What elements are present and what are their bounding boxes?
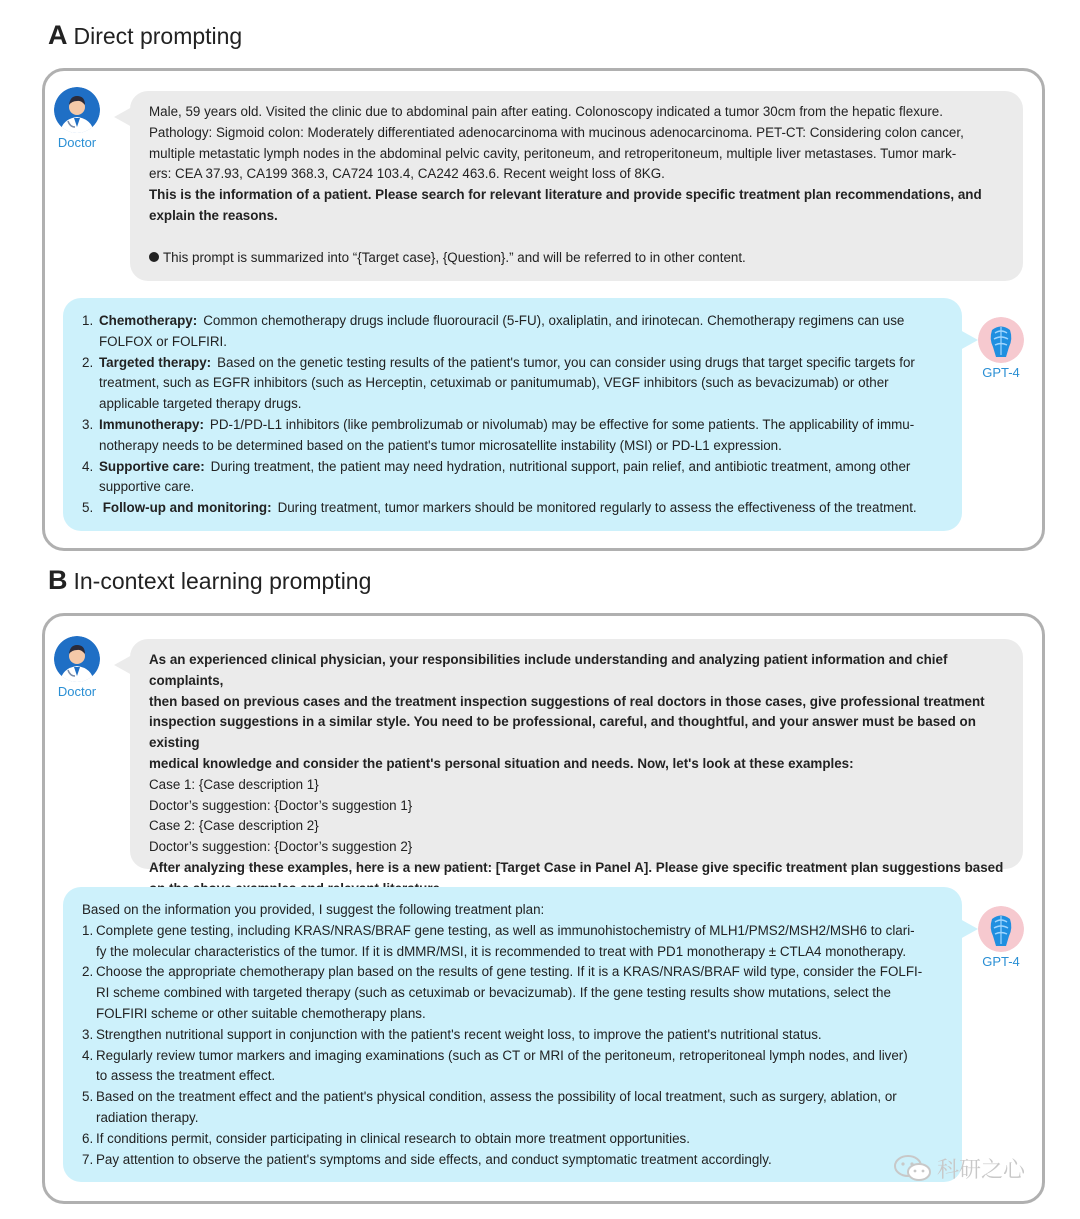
item-text: notherapy needs to be determined based on the patient's tumor microsatellite instability (MSI) or PD-L1 expression. bbox=[99, 437, 782, 453]
response-intro: Based on the information you provided, I suggest the following treatment plan: bbox=[82, 902, 545, 917]
item-text: Choose the appropriate chemotherapy plan based on the results of gene testing. If it is a KRAS/NRAS/BRAF wild type, consider the FOLFI- bbox=[96, 964, 923, 980]
item-number: 5. bbox=[82, 1089, 94, 1105]
item-text: Common chemotherapy drugs include fluorouracil (5-FU), oxaliplatin, and irinotecan. Chemotherapy regimens can use bbox=[203, 313, 905, 328]
list-item bbox=[82, 1046, 952, 1088]
item-text: FOLFOX or FOLFIRI. bbox=[99, 333, 227, 349]
item-number: 1. bbox=[82, 922, 94, 938]
summary-note-text: This prompt is summarized into “{Target case}, {Question}.” and will be referred to in other content. bbox=[163, 249, 746, 265]
doctor-message-a bbox=[130, 91, 1023, 281]
panel-b-letter: B bbox=[48, 565, 68, 595]
list-item bbox=[82, 1025, 952, 1046]
panel-b-title bbox=[48, 565, 371, 596]
watermark-text: 科研之心 bbox=[937, 1157, 1026, 1182]
item-text: Based on the genetic testing results of the patient's tumor, you can consider using drugs that target specific targets for bbox=[217, 354, 915, 370]
list-item bbox=[82, 962, 952, 1024]
item-text: If conditions permit, consider participating in clinical research to obtain more treatment opportunities. bbox=[96, 1130, 690, 1146]
item-text: fy the molecular characteristics of the tumor. If it is dMMR/MSI, it is recommended to treat with PD1 monotherapy ± CTLA4 monotherapy. bbox=[96, 943, 907, 959]
item-number: 1. bbox=[82, 313, 94, 328]
list-item bbox=[82, 457, 952, 499]
list-item bbox=[82, 311, 952, 353]
intro-line: inspection suggestions in a similar style. You need to be professional, careful, and thoughtful, and your answer must be based on existing bbox=[149, 714, 976, 751]
item-text: Pay attention to observe the patient's symptoms and side effects, and conduct symptomatic treatment accordingly. bbox=[96, 1151, 772, 1167]
item-text: supportive care. bbox=[99, 479, 195, 495]
item-text: Regularly review tumor markers and imaging examinations (such as CT or MRI of the peritoneum, retroperitoneal lymph nodes, and liver) bbox=[96, 1047, 908, 1063]
case-line: ers: CEA 37.93, CA199 368.3, CA724 103.4, CA242 463.6. Recent weight loss of 8KG. bbox=[149, 166, 665, 182]
example-line: Doctor’s suggestion: {Doctor’s suggestion 2} bbox=[149, 839, 413, 855]
item-number: 4. bbox=[82, 1047, 94, 1063]
watermark bbox=[893, 1153, 1025, 1189]
closing-line: After analyzing these examples, here is a new patient: [Target Case in Panel A]. Please give specific treatment plan suggestions based bbox=[149, 859, 1004, 875]
doctor-icon bbox=[54, 87, 100, 133]
gpt-response-b bbox=[63, 887, 962, 1182]
panel-b-title-text: In-context learning prompting bbox=[73, 568, 372, 594]
doctor-avatar-b bbox=[54, 636, 100, 699]
item-text: During treatment, tumor markers should be monitored regularly to assess the effectiveness of the treatment. bbox=[277, 500, 917, 516]
list-item bbox=[82, 921, 952, 963]
case-line: Pathology: Sigmoid colon: Moderately differentiated adenocarcinoma with mucinous adenocarcinoma. PET-CT: Considering colon cancer, bbox=[149, 124, 964, 140]
gpt-avatar-a bbox=[978, 317, 1024, 380]
item-label: Chemotherapy: bbox=[99, 313, 198, 328]
example-line: Case 2: {Case description 2} bbox=[149, 818, 319, 834]
gpt-label: GPT-4 bbox=[982, 365, 1020, 380]
doctor-message-b bbox=[130, 639, 1023, 875]
item-number: 4. bbox=[82, 458, 94, 474]
item-number: 2. bbox=[82, 354, 94, 370]
list-item bbox=[82, 1087, 952, 1129]
list-item bbox=[82, 353, 952, 415]
example-line: Doctor’s suggestion: {Doctor’s suggestion 1} bbox=[149, 797, 413, 813]
case-line: Male, 59 years old. Visited the clinic due to abdominal pain after eating. Colonoscopy indicated a tumor 30cm from the hepatic flexure. bbox=[149, 104, 943, 119]
doctor-label: Doctor bbox=[57, 684, 97, 699]
item-label: Targeted therapy: bbox=[99, 354, 212, 370]
item-text: Based on the treatment effect and the patient's physical condition, assess the possibility of local treatment, such as surgery, ablation, or bbox=[96, 1089, 897, 1105]
intro-line: medical knowledge and consider the patient's personal situation and needs. Now, let's look at these examples: bbox=[149, 755, 854, 771]
item-number: 6. bbox=[82, 1130, 94, 1146]
list-item bbox=[82, 1129, 952, 1150]
item-text: to assess the treatment effect. bbox=[96, 1068, 276, 1084]
wechat-icon bbox=[893, 1153, 933, 1189]
bullet-icon bbox=[149, 252, 159, 262]
list-item bbox=[82, 415, 952, 457]
item-text: During treatment, the patient may need hydration, nutritional support, pain relief, and antibiotic treatment, among other bbox=[210, 458, 911, 474]
item-number: 3. bbox=[82, 416, 94, 432]
item-number: 5. bbox=[82, 500, 94, 516]
gpt-brain-icon bbox=[978, 906, 1024, 952]
case-line: multiple metastatic lymph nodes in the abdominal pelvic cavity, peritoneum, and retroperitoneum, multiple liver metastases. Tumor mark- bbox=[149, 145, 957, 161]
list-item bbox=[82, 498, 952, 519]
list-item bbox=[82, 1150, 952, 1171]
item-text: FOLFIRI scheme or other suitable chemotherapy plans. bbox=[96, 1005, 426, 1021]
gpt-label: GPT-4 bbox=[982, 954, 1020, 969]
gpt-brain-icon bbox=[978, 317, 1024, 363]
item-text: RI scheme combined with targeted therapy (such as cetuximab or bevacizumab). If the gene testing results show mutations, select the bbox=[96, 985, 891, 1001]
panel-a-title-text: Direct prompting bbox=[73, 23, 243, 49]
panel-a-letter: A bbox=[48, 20, 68, 50]
summary-note bbox=[149, 248, 1009, 269]
gpt-avatar-b bbox=[978, 906, 1024, 969]
panel-a-title bbox=[48, 20, 242, 51]
example-line: Case 1: {Case description 1} bbox=[149, 776, 319, 792]
item-number: 3. bbox=[82, 1026, 94, 1042]
item-text: treatment, such as EGFR inhibitors (such as Herceptin, cetuximab or panitumumab), VEGF inhibitors (such as bevacizumab) or other bbox=[99, 375, 889, 391]
item-text: Strengthen nutritional support in conjunction with the patient's recent weight loss, to improve the patient's nutritional status. bbox=[96, 1026, 822, 1042]
item-text: radiation therapy. bbox=[96, 1109, 199, 1125]
item-text: Complete gene testing, including KRAS/NRAS/BRAF gene testing, as well as immunohistochemistry of MLH1/PMS2/MSH2/MSH6 to clari- bbox=[96, 922, 915, 938]
item-number: 2. bbox=[82, 964, 94, 980]
intro-line: then based on previous cases and the treatment inspection suggestions of real doctors in those cases, give professional treatment bbox=[149, 693, 985, 709]
doctor-label: Doctor bbox=[57, 135, 97, 150]
item-text: applicable targeted therapy drugs. bbox=[99, 396, 302, 412]
intro-line: As an experienced clinical physician, your responsibilities include understanding and analyzing patient information and chief complaints, bbox=[149, 652, 948, 688]
item-label: Immunotherapy: bbox=[99, 416, 204, 432]
item-label: Follow-up and monitoring: bbox=[99, 500, 272, 516]
item-text: PD-1/PD-L1 inhibitors (like pembrolizumab or nivolumab) may be effective for some patients. The applicability of immu- bbox=[209, 416, 915, 432]
item-number: 7. bbox=[82, 1151, 94, 1167]
doctor-icon bbox=[54, 636, 100, 682]
question-line: explain the reasons. bbox=[149, 207, 278, 223]
item-label: Supportive care: bbox=[99, 458, 205, 474]
question-line: This is the information of a patient. Please search for relevant literature and provide specific treatment plan recommendations, and bbox=[149, 187, 982, 203]
gpt-response-a bbox=[63, 298, 962, 531]
doctor-avatar-a bbox=[54, 87, 100, 150]
